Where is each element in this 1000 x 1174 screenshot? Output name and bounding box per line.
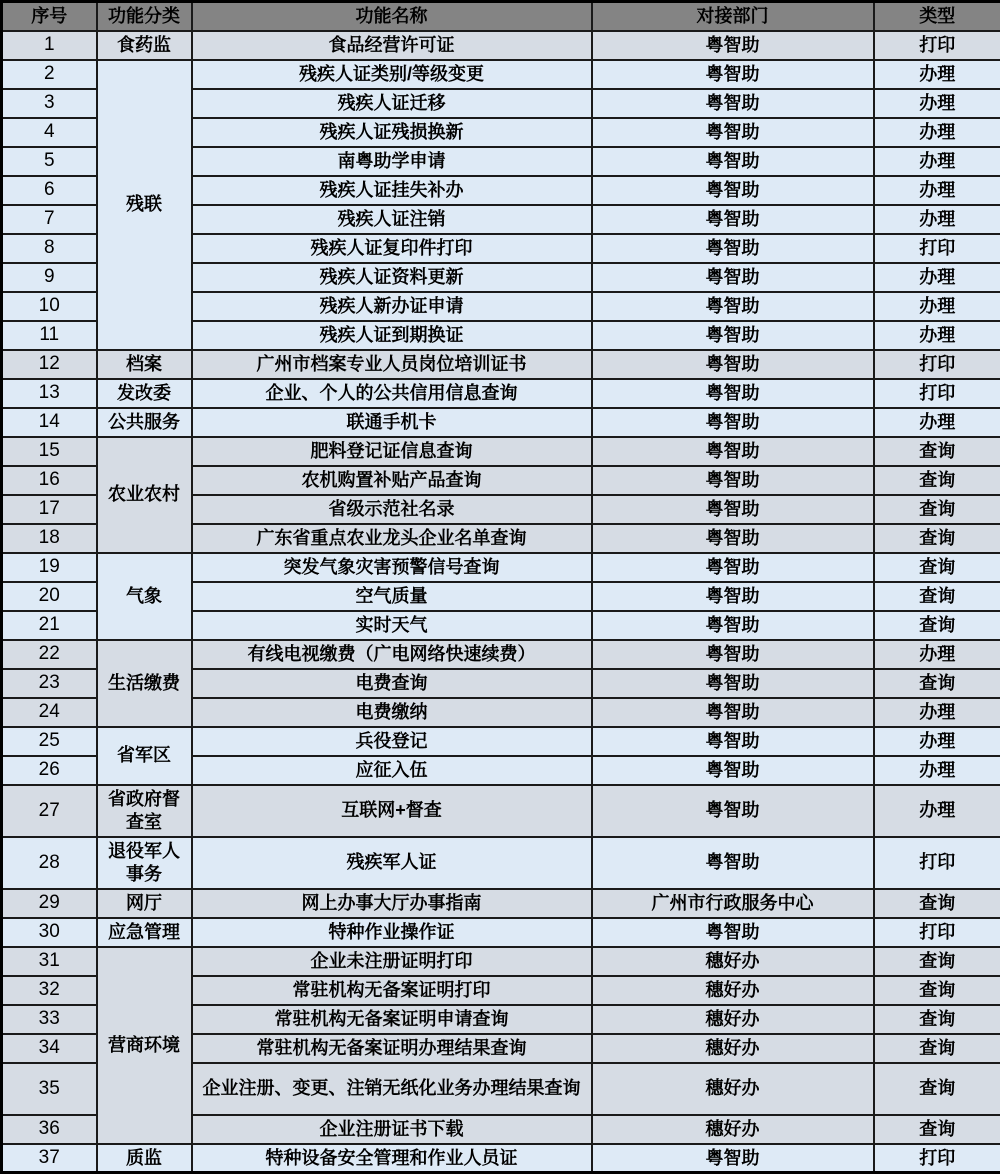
cell-category: 质监 (97, 1144, 192, 1173)
cell-row-number: 2 (2, 60, 97, 89)
cell-dept: 穗好办 (592, 1034, 874, 1063)
cell-dept: 粤智助 (592, 176, 874, 205)
cell-dept: 粤智助 (592, 350, 874, 379)
cell-row-number: 29 (2, 889, 97, 918)
cell-dept: 粤智助 (592, 785, 874, 837)
cell-type: 查询 (874, 495, 1000, 524)
cell-category: 农业农村 (97, 437, 192, 553)
cell-dept: 粤智助 (592, 611, 874, 640)
table-row (2, 889, 1000, 918)
cell-category: 残联 (97, 60, 192, 350)
cell-row-number: 31 (2, 947, 97, 976)
cell-name: 常驻机构无备案证明申请查询 (192, 1005, 592, 1034)
cell-row-number: 26 (2, 756, 97, 785)
cell-name: 残疾人证到期换证 (192, 321, 592, 350)
cell-category: 发改委 (97, 379, 192, 408)
cell-dept: 粤智助 (592, 640, 874, 669)
cell-dept: 粤智助 (592, 756, 874, 785)
cell-category: 食药监 (97, 31, 192, 60)
table-row (2, 918, 1000, 947)
cell-type: 办理 (874, 698, 1000, 727)
cell-name: 特种作业操作证 (192, 918, 592, 947)
cell-category: 省政府督查室 (97, 785, 192, 837)
cell-name: 有线电视缴费（广电网络快速续费） (192, 640, 592, 669)
cell-dept: 粤智助 (592, 118, 874, 147)
cell-type: 打印 (874, 918, 1000, 947)
cell-dept: 粤智助 (592, 495, 874, 524)
cell-type: 办理 (874, 118, 1000, 147)
table-row (2, 1144, 1000, 1173)
cell-name: 残疾军人证 (192, 837, 592, 889)
cell-type: 办理 (874, 640, 1000, 669)
cell-dept: 粤智助 (592, 669, 874, 698)
cell-name: 联通手机卡 (192, 408, 592, 437)
cell-dept: 粤智助 (592, 466, 874, 495)
cell-type: 打印 (874, 234, 1000, 263)
cell-type: 办理 (874, 89, 1000, 118)
cell-name: 电费缴纳 (192, 698, 592, 727)
cell-type: 查询 (874, 1034, 1000, 1063)
cell-row-number: 7 (2, 205, 97, 234)
cell-type: 打印 (874, 350, 1000, 379)
header-type: 类型 (874, 2, 1000, 31)
cell-row-number: 18 (2, 524, 97, 553)
cell-name: 残疾人证迁移 (192, 89, 592, 118)
cell-dept: 粤智助 (592, 918, 874, 947)
cell-name: 残疾人证类别/等级变更 (192, 60, 592, 89)
cell-category: 档案 (97, 350, 192, 379)
cell-row-number: 35 (2, 1063, 97, 1115)
cell-row-number: 32 (2, 976, 97, 1005)
cell-row-number: 17 (2, 495, 97, 524)
table-row (2, 837, 1000, 889)
cell-row-number: 37 (2, 1144, 97, 1173)
cell-row-number: 22 (2, 640, 97, 669)
cell-row-number: 10 (2, 292, 97, 321)
header-dept: 对接部门 (592, 2, 874, 31)
cell-row-number: 19 (2, 553, 97, 582)
table-row (2, 947, 1000, 976)
cell-type: 查询 (874, 669, 1000, 698)
cell-row-number: 3 (2, 89, 97, 118)
header-no: 序号 (2, 2, 97, 31)
table-row (2, 640, 1000, 669)
cell-name: 实时天气 (192, 611, 592, 640)
cell-name: 企业、个人的公共信用信息查询 (192, 379, 592, 408)
header-name: 功能名称 (192, 2, 592, 31)
cell-row-number: 13 (2, 379, 97, 408)
cell-type: 打印 (874, 1144, 1000, 1173)
cell-type: 查询 (874, 1115, 1000, 1144)
cell-type: 办理 (874, 60, 1000, 89)
cell-name: 常驻机构无备案证明打印 (192, 976, 592, 1005)
cell-row-number: 20 (2, 582, 97, 611)
cell-type: 办理 (874, 321, 1000, 350)
cell-row-number: 36 (2, 1115, 97, 1144)
cell-row-number: 24 (2, 698, 97, 727)
cell-type: 办理 (874, 727, 1000, 756)
cell-type: 办理 (874, 785, 1000, 837)
cell-row-number: 1 (2, 31, 97, 60)
cell-dept: 粤智助 (592, 205, 874, 234)
cell-type: 查询 (874, 437, 1000, 466)
cell-name: 常驻机构无备案证明办理结果查询 (192, 1034, 592, 1063)
cell-dept: 粤智助 (592, 321, 874, 350)
cell-type: 查询 (874, 1005, 1000, 1034)
cell-row-number: 25 (2, 727, 97, 756)
cell-row-number: 27 (2, 785, 97, 837)
table-row (2, 379, 1000, 408)
cell-dept: 粤智助 (592, 437, 874, 466)
cell-category: 网厅 (97, 889, 192, 918)
cell-category: 生活缴费 (97, 640, 192, 727)
cell-dept: 粤智助 (592, 234, 874, 263)
cell-name: 突发气象灾害预警信号查询 (192, 553, 592, 582)
cell-row-number: 6 (2, 176, 97, 205)
cell-dept: 粤智助 (592, 582, 874, 611)
table-row (2, 31, 1000, 60)
cell-row-number: 21 (2, 611, 97, 640)
cell-dept: 粤智助 (592, 1144, 874, 1173)
table-row (2, 408, 1000, 437)
table-row (2, 437, 1000, 466)
table-body (2, 31, 1000, 1173)
cell-name: 残疾人证复印件打印 (192, 234, 592, 263)
cell-type: 办理 (874, 176, 1000, 205)
cell-type: 办理 (874, 756, 1000, 785)
table-row (2, 553, 1000, 582)
cell-name: 互联网+督查 (192, 785, 592, 837)
cell-type: 办理 (874, 263, 1000, 292)
cell-dept: 粤智助 (592, 31, 874, 60)
cell-name: 应征入伍 (192, 756, 592, 785)
cell-name: 农机购置补贴产品查询 (192, 466, 592, 495)
cell-category: 气象 (97, 553, 192, 640)
cell-row-number: 16 (2, 466, 97, 495)
cell-name: 残疾人证挂失补办 (192, 176, 592, 205)
cell-name: 肥料登记证信息查询 (192, 437, 592, 466)
cell-dept: 粤智助 (592, 60, 874, 89)
cell-type: 办理 (874, 292, 1000, 321)
cell-row-number: 34 (2, 1034, 97, 1063)
cell-row-number: 15 (2, 437, 97, 466)
cell-type: 打印 (874, 379, 1000, 408)
cell-row-number: 8 (2, 234, 97, 263)
cell-type: 查询 (874, 524, 1000, 553)
cell-name: 广州市档案专业人员岗位培训证书 (192, 350, 592, 379)
cell-category: 退役军人事务 (97, 837, 192, 889)
cell-type: 查询 (874, 466, 1000, 495)
cell-name: 残疾人证资料更新 (192, 263, 592, 292)
cell-dept: 穗好办 (592, 1115, 874, 1144)
cell-name: 广东省重点农业龙头企业名单查询 (192, 524, 592, 553)
cell-type: 打印 (874, 837, 1000, 889)
cell-dept: 穗好办 (592, 947, 874, 976)
cell-name: 企业注册、变更、注销无纸化业务办理结果查询 (192, 1063, 592, 1115)
cell-name: 兵役登记 (192, 727, 592, 756)
cell-row-number: 4 (2, 118, 97, 147)
table-row (2, 60, 1000, 89)
cell-row-number: 5 (2, 147, 97, 176)
cell-type: 查询 (874, 611, 1000, 640)
cell-name: 省级示范社名录 (192, 495, 592, 524)
cell-row-number: 30 (2, 918, 97, 947)
cell-type: 查询 (874, 889, 1000, 918)
table-row (2, 350, 1000, 379)
cell-name: 电费查询 (192, 669, 592, 698)
cell-dept: 穗好办 (592, 1063, 874, 1115)
cell-type: 办理 (874, 205, 1000, 234)
cell-row-number: 12 (2, 350, 97, 379)
cell-dept: 粤智助 (592, 837, 874, 889)
cell-category: 省军区 (97, 727, 192, 785)
cell-category: 公共服务 (97, 408, 192, 437)
cell-name: 企业未注册证明打印 (192, 947, 592, 976)
cell-category: 应急管理 (97, 918, 192, 947)
cell-row-number: 28 (2, 837, 97, 889)
cell-type: 查询 (874, 947, 1000, 976)
cell-dept: 粤智助 (592, 292, 874, 321)
cell-dept: 粤智助 (592, 698, 874, 727)
cell-dept: 穗好办 (592, 1005, 874, 1034)
cell-dept: 粤智助 (592, 147, 874, 176)
cell-dept: 粤智助 (592, 553, 874, 582)
cell-name: 南粤助学申请 (192, 147, 592, 176)
cell-name: 食品经营许可证 (192, 31, 592, 60)
cell-dept: 粤智助 (592, 524, 874, 553)
cell-type: 查询 (874, 1063, 1000, 1115)
cell-name: 空气质量 (192, 582, 592, 611)
cell-dept: 广州市行政服务中心 (592, 889, 874, 918)
cell-name: 残疾人新办证申请 (192, 292, 592, 321)
cell-dept: 粤智助 (592, 379, 874, 408)
cell-name: 企业注册证书下载 (192, 1115, 592, 1144)
table-row (2, 785, 1000, 837)
cell-type: 办理 (874, 408, 1000, 437)
cell-dept: 粤智助 (592, 263, 874, 292)
cell-dept: 粤智助 (592, 89, 874, 118)
cell-row-number: 14 (2, 408, 97, 437)
cell-type: 打印 (874, 31, 1000, 60)
cell-name: 残疾人证残损换新 (192, 118, 592, 147)
cell-type: 办理 (874, 147, 1000, 176)
cell-name: 残疾人证注销 (192, 205, 592, 234)
cell-dept: 穗好办 (592, 976, 874, 1005)
cell-category: 营商环境 (97, 947, 192, 1144)
cell-type: 查询 (874, 976, 1000, 1005)
cell-dept: 粤智助 (592, 408, 874, 437)
cell-row-number: 9 (2, 263, 97, 292)
cell-type: 查询 (874, 553, 1000, 582)
cell-row-number: 33 (2, 1005, 97, 1034)
cell-dept: 粤智助 (592, 727, 874, 756)
table-row (2, 727, 1000, 756)
cell-name: 特种设备安全管理和作业人员证 (192, 1144, 592, 1173)
cell-type: 查询 (874, 582, 1000, 611)
cell-row-number: 11 (2, 321, 97, 350)
cell-row-number: 23 (2, 669, 97, 698)
header-category: 功能分类 (97, 2, 192, 31)
header-row (2, 2, 1000, 31)
cell-name: 网上办事大厅办事指南 (192, 889, 592, 918)
